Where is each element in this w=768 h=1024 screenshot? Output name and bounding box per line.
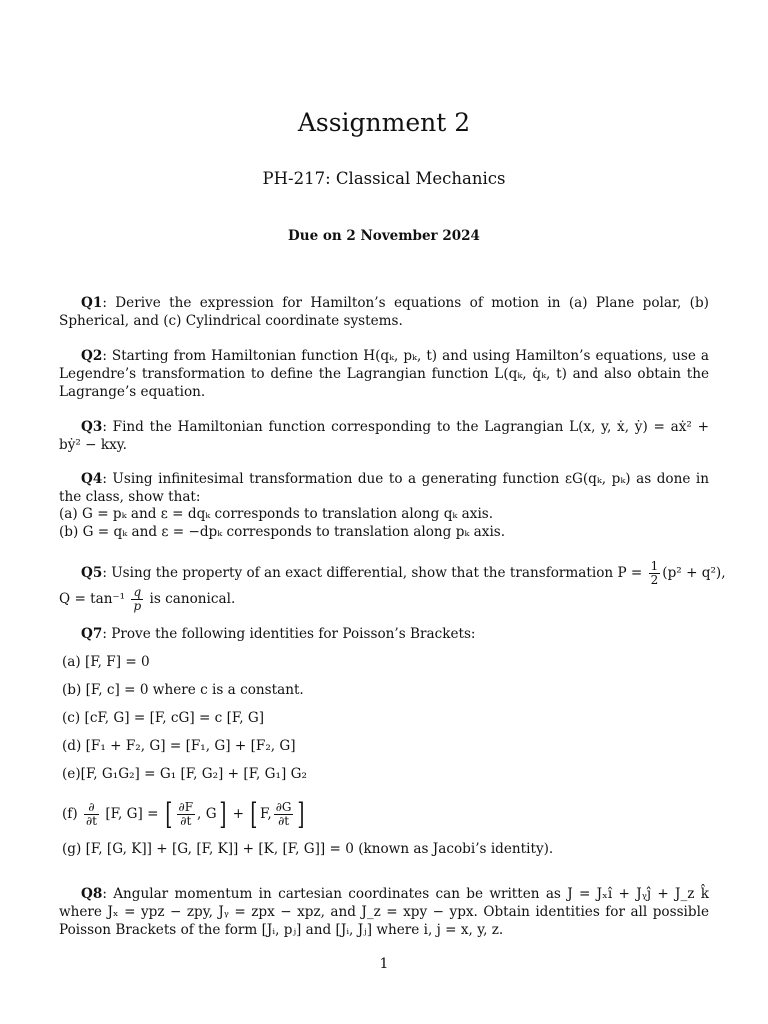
identity-c: (c) [cF, G] = [F, cG] = c [F, G] xyxy=(62,710,265,726)
page-number: 1 xyxy=(379,956,389,972)
partial-t-operator xyxy=(84,801,99,828)
identity-f-label: (f) xyxy=(62,806,78,822)
page-title: Assignment 2 xyxy=(297,108,471,137)
question-5-line-1 xyxy=(81,560,726,587)
question-7-intro xyxy=(81,625,476,643)
question-5-text-3: Q = tan⁻¹ xyxy=(59,591,126,607)
left-bracket: [ xyxy=(165,796,173,832)
question-8-label: Q8 xyxy=(81,886,103,902)
question-5-line-2 xyxy=(59,586,235,613)
fraction-denominator: ∂t xyxy=(278,814,290,828)
question-4 xyxy=(59,470,709,506)
fraction-denominator: ∂t xyxy=(85,814,97,828)
fraction-denominator: ∂t xyxy=(180,814,192,828)
identity-f xyxy=(62,794,307,834)
question-1 xyxy=(59,294,709,330)
question-8 xyxy=(59,885,709,939)
question-7-text: : Prove the following identities for Poisson’s Brackets: xyxy=(102,626,476,642)
fraction-denominator: 2 xyxy=(650,573,659,587)
identity-f-plus: + xyxy=(232,806,244,822)
fraction-numerator: q xyxy=(133,585,142,599)
question-4-part-a: (a) G = pₖ and ε = dqₖ corresponds to translation along qₖ axis. xyxy=(59,506,494,522)
question-5-text-1: : Using the property of an exact differential, show that the transformation P = xyxy=(102,565,643,581)
question-5-label: Q5 xyxy=(81,565,103,581)
question-7-label: Q7 xyxy=(81,626,103,642)
fraction-numerator: ∂F xyxy=(178,800,194,814)
fraction-numerator: ∂G xyxy=(275,800,292,814)
page-subtitle: PH-217: Classical Mechanics xyxy=(262,169,506,188)
dG-dt-fraction xyxy=(274,801,294,828)
question-3-text: : Find the Hamiltonian function corresponding to the Lagrangian L(x, y, ẋ, ẏ) = aẋ² + bẏ² − kxy. xyxy=(59,419,709,453)
question-8-text: : Angular momentum in cartesian coordinates can be written as J = Jₓî + Jᵧĵ + J_z k̂ where Jₓ = ypz − zpy, Jᵧ = zpx − xpz, and J_z = xpy − ypx. Obtain identities for all possible Poisson Brackets of the form [Jᵢ, pⱼ] and [Jᵢ, Jⱼ] where i, j = x, y, z. xyxy=(59,886,709,938)
identity-b: (b) [F, c] = 0 where c is a constant. xyxy=(62,682,304,698)
question-5-text-2: (p² + q²), xyxy=(662,565,726,581)
right-bracket: ] xyxy=(297,796,305,832)
question-2-label: Q2 xyxy=(81,348,103,364)
identity-e: (e)[F, G₁G₂] = G₁ [F, G₂] + [F, G₁] G₂ xyxy=(62,766,307,782)
question-1-text: : Derive the expression for Hamilton’s equations of motion in (a) Plane polar, (b) Spherical, and (c) Cylindrical coordinate systems. xyxy=(59,295,709,329)
question-3-label: Q3 xyxy=(81,419,103,435)
q-over-p-fraction xyxy=(131,586,143,613)
question-2 xyxy=(59,347,709,401)
fraction-numerator: ∂ xyxy=(84,801,99,815)
identity-f-g: , G xyxy=(197,806,217,822)
question-3 xyxy=(59,418,709,454)
question-4-part-b: (b) G = qₖ and ε = −dpₖ corresponds to translation along pₖ axis. xyxy=(59,524,506,540)
identity-f-f: F, xyxy=(260,806,272,822)
due-date: Due on 2 November 2024 xyxy=(288,228,480,244)
question-4-label: Q4 xyxy=(81,471,103,487)
fraction-denominator: p xyxy=(133,599,142,613)
question-4-text: : Using infinitesimal transformation due to a generating function εG(qₖ, pₖ) as done in the class, show that: xyxy=(59,471,709,505)
one-half-fraction xyxy=(649,560,661,587)
left-bracket: [ xyxy=(250,796,258,832)
question-2-text: : Starting from Hamiltonian function H(qₖ, pₖ, t) and using Hamilton’s equations, use a Legendre’s transformation to define the Lagrangian function L(qₖ, q̇ₖ, t) and also obtain the Lagrange’s equation. xyxy=(59,348,709,400)
fraction-numerator: 1 xyxy=(650,559,659,573)
right-bracket: ] xyxy=(218,796,226,832)
identity-d: (d) [F₁ + F₂, G] = [F₁, G] + [F₂, G] xyxy=(62,738,296,754)
identity-g: (g) [F, [G, K]] + [G, [F, K]] + [K, [F, G]] = 0 (known as Jacobi’s identity). xyxy=(62,841,554,857)
question-5-text-4: is canonical. xyxy=(149,591,236,607)
question-1-label: Q1 xyxy=(81,295,103,311)
identity-a: (a) [F, F] = 0 xyxy=(62,654,150,670)
dF-dt-fraction xyxy=(177,801,196,828)
identity-f-lhs: [F, G] = xyxy=(105,806,159,822)
